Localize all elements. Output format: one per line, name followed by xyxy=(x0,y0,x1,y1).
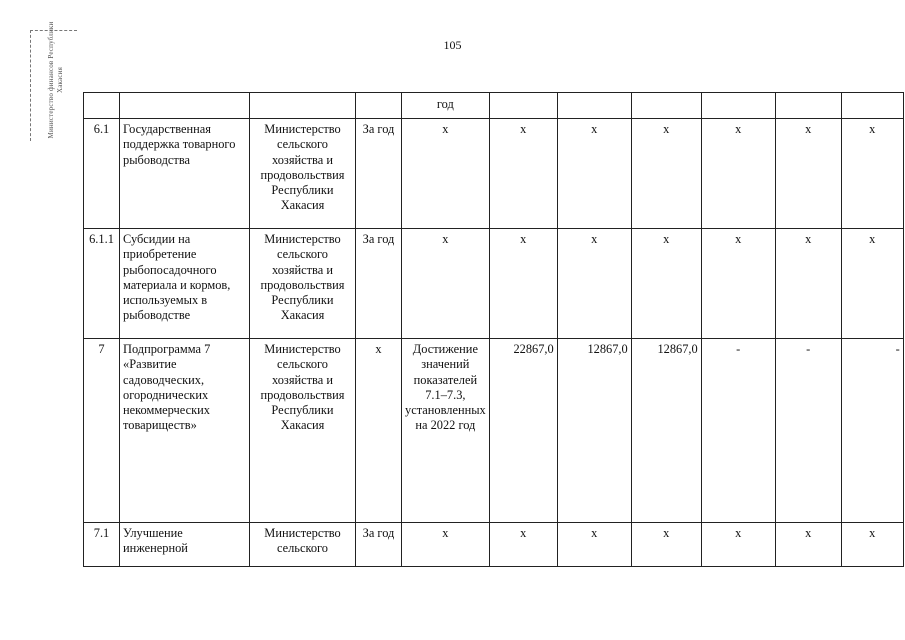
row-value: х xyxy=(841,523,903,567)
row-value: х xyxy=(557,119,631,229)
row-value: х xyxy=(775,229,841,339)
row-executor: Министерство сельского хозяйства и продовольствия Республики Хакасия xyxy=(250,119,356,229)
row-value: х xyxy=(841,229,903,339)
row-value: - xyxy=(701,339,775,523)
row-term: За год xyxy=(356,523,402,567)
page-number: 105 xyxy=(443,38,462,52)
row-value: х xyxy=(841,119,903,229)
table-cell xyxy=(557,93,631,119)
row-name: Государственная поддержка товарного рыбоводства xyxy=(120,119,250,229)
row-indicator: х xyxy=(402,523,490,567)
row-term: х xyxy=(356,339,402,523)
table-cell xyxy=(841,93,903,119)
row-value: х xyxy=(775,523,841,567)
row-value: х xyxy=(631,119,701,229)
indicator-cell: год xyxy=(402,93,490,119)
row-number: 6.1 xyxy=(84,119,120,229)
row-value: 12867,0 xyxy=(631,339,701,523)
row-executor: Министерство сельского хозяйства и продовольствия Республики Хакасия xyxy=(250,229,356,339)
row-value: х xyxy=(489,523,557,567)
row-value: х xyxy=(489,229,557,339)
row-executor: Министерство сельского хозяйства и продовольствия Республики Хакасия xyxy=(250,339,356,523)
row-value: х xyxy=(701,523,775,567)
row-value: х xyxy=(631,229,701,339)
row-value: - xyxy=(775,339,841,523)
table-row xyxy=(84,339,904,523)
row-value: х xyxy=(557,523,631,567)
row-value: - xyxy=(841,339,903,523)
table-row xyxy=(84,229,904,339)
row-indicator: х xyxy=(402,119,490,229)
row-indicator: х xyxy=(402,229,490,339)
row-term: За год xyxy=(356,119,402,229)
table-cell xyxy=(775,93,841,119)
row-executor: Министерство сельского xyxy=(250,523,356,567)
row-name: Улучшение инженерной xyxy=(120,523,250,567)
row-value: х xyxy=(631,523,701,567)
stamp-text: Министерство финансов Республики Хакасия xyxy=(47,21,64,139)
table-cell xyxy=(120,93,250,119)
table-cell xyxy=(489,93,557,119)
table-cell xyxy=(250,93,356,119)
row-number: 7 xyxy=(84,339,120,523)
table-cell xyxy=(356,93,402,119)
row-term: За год xyxy=(356,229,402,339)
registration-stamp xyxy=(30,21,77,141)
table-cell xyxy=(84,93,120,119)
row-value: х xyxy=(775,119,841,229)
row-name: Субсидии на приобретение рыбопосадочного материала и кормов, используемых в рыбоводстве xyxy=(120,229,250,339)
table-row xyxy=(84,119,904,229)
row-value: х xyxy=(701,119,775,229)
table-cell xyxy=(631,93,701,119)
table-row-continuation xyxy=(84,93,904,119)
row-indicator: Достижение значений показателей 7.1–7.3, установленных на 2022 год xyxy=(402,339,490,523)
row-name: Подпрограмма 7 «Развитие садоводческих, огороднических некоммерческих товариществ» xyxy=(120,339,250,523)
row-value: 22867,0 xyxy=(489,339,557,523)
row-value: х xyxy=(489,119,557,229)
program-table xyxy=(83,92,904,567)
table-row xyxy=(84,523,904,567)
row-number: 6.1.1 xyxy=(84,229,120,339)
row-value: х xyxy=(557,229,631,339)
row-value: х xyxy=(701,229,775,339)
row-number: 7.1 xyxy=(84,523,120,567)
row-value: 12867,0 xyxy=(557,339,631,523)
table-cell xyxy=(701,93,775,119)
